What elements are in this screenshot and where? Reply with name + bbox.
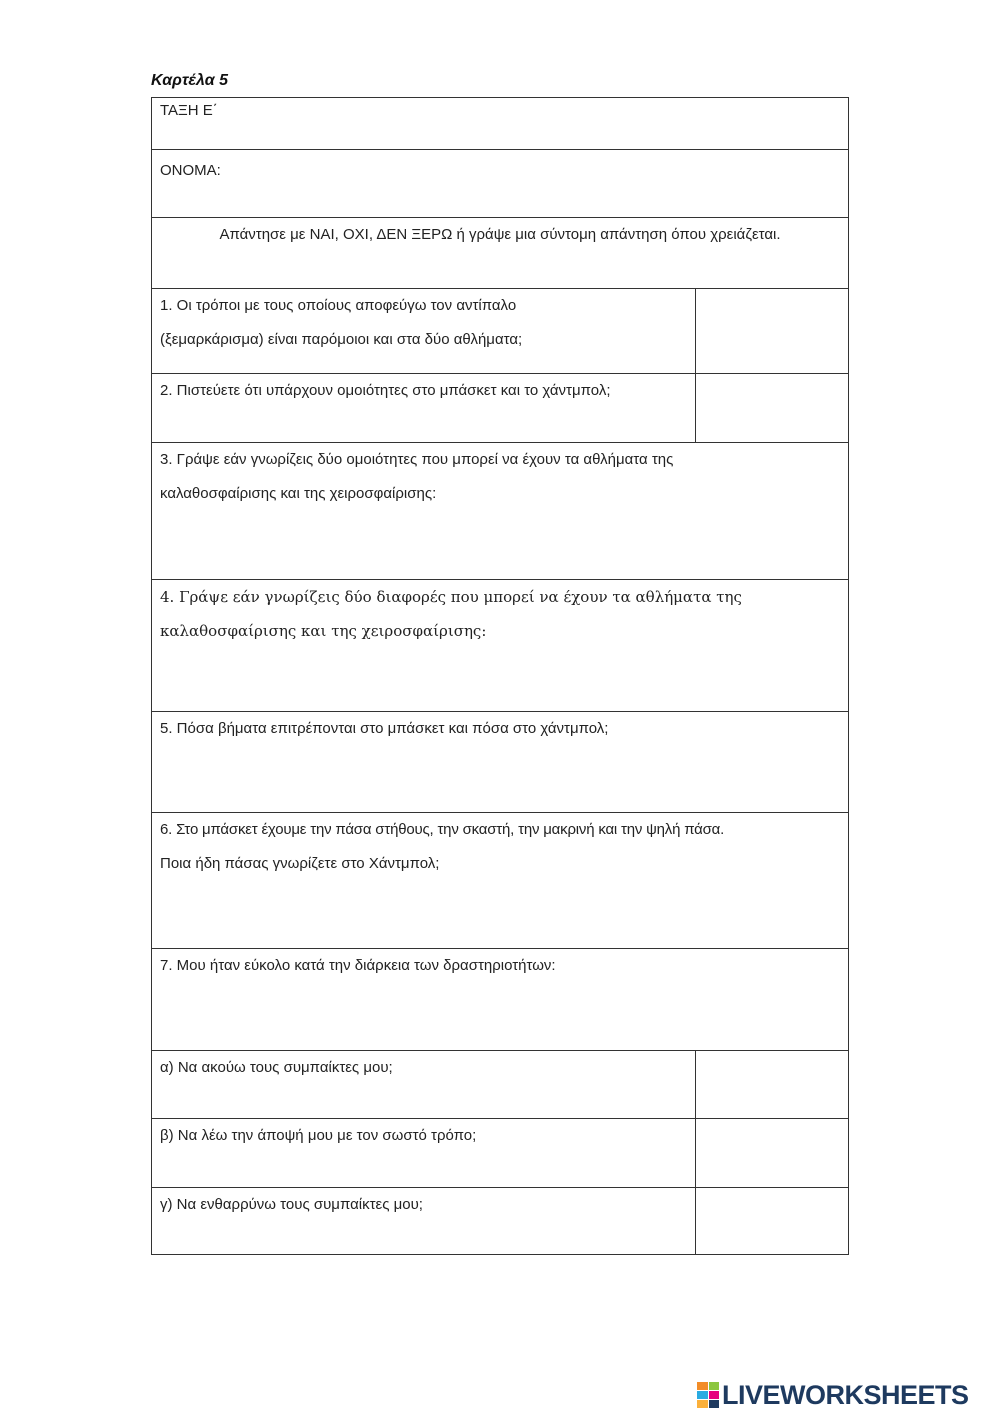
- question-7a-line-1: α) Να ακούω τους συμπαίκτες μου;: [160, 1059, 393, 1076]
- question-row-5: [152, 712, 849, 813]
- question-3-line-1: 3. Γράψε εάν γνωρίζεις δύο ομοιότητες που μπορεί να έχουν τα αθλήματα της: [160, 451, 674, 468]
- question-2: [152, 374, 696, 443]
- question-7c: [152, 1188, 696, 1255]
- logo-tile: [697, 1382, 708, 1390]
- question-7b-line-1: β) Να λέω την άποψή μου με τον σωστό τρόπο;: [160, 1127, 477, 1144]
- logo-tile: [697, 1391, 708, 1399]
- question-7a: [152, 1051, 696, 1119]
- logo-tile: [697, 1400, 708, 1408]
- question-1: [152, 289, 696, 374]
- question-row-1: [152, 289, 849, 374]
- question-7-line-1: 7. Μου ήταν εύκολο κατά την διάρκεια των δραστηριοτήτων:: [160, 957, 556, 974]
- question-row-4: [152, 580, 849, 712]
- question-6-line-2: Ποια ήδη πάσας γνωρίζετε στο Χάντμπολ;: [160, 855, 440, 872]
- instructions-text: Απάντησε με ΝΑΙ, ΟΧΙ, ΔΕΝ ΞΕΡΩ ή γράψε μια σύντομη απάντηση όπου χρειάζεται.: [152, 218, 849, 289]
- question-7b: [152, 1119, 696, 1188]
- question-7[interactable]: [152, 949, 849, 1051]
- answer-box-7b[interactable]: [696, 1119, 849, 1188]
- question-5-line-1: 5. Πόσα βήματα επιτρέπονται στο μπάσκετ και πόσα στο χάντμπολ;: [160, 720, 609, 737]
- answer-box-1[interactable]: [696, 289, 849, 374]
- question-6[interactable]: [152, 813, 849, 949]
- logo-text: LIVEWORKSHEETS: [722, 1379, 969, 1410]
- worksheet-table: [151, 97, 849, 1255]
- question-4-line-2: καλαθοσφαίρισης και της χειροσφαίρισης:: [160, 622, 487, 640]
- answer-box-7c[interactable]: [696, 1188, 849, 1255]
- question-2-line-1: 2. Πιστεύετε ότι υπάρχουν ομοιότητες στο μπάσκετ και το χάντμπολ;: [160, 382, 611, 399]
- page-title: Καρτέλα 5: [151, 72, 228, 89]
- logo-mark-icon: [697, 1382, 719, 1408]
- question-4-line-1: 4. Γράψε εάν γνωρίζεις δύο διαφορές που μπορεί να έχουν τα αθλήματα της: [160, 588, 742, 606]
- question-1-line-2: (ξεμαρκάρισμα) είναι παρόμοιοι και στα δύο αθλήματα;: [160, 331, 523, 348]
- liveworksheets-logo: [697, 1380, 969, 1410]
- question-5[interactable]: [152, 712, 849, 813]
- name-label: ΟΝΟΜΑ:: [152, 150, 849, 218]
- class-label: ΤΑΞΗ Ε΄: [152, 98, 849, 150]
- question-row-7a: [152, 1051, 849, 1119]
- question-row-7b: [152, 1119, 849, 1188]
- class-row: [152, 98, 849, 150]
- question-row-7c: [152, 1188, 849, 1255]
- question-4[interactable]: [152, 580, 849, 712]
- question-6-line-1: 6. Στο μπάσκετ έχουμε την πάσα στήθους, την σκαστή, την μακρινή και την ψηλή πάσα.: [160, 821, 725, 838]
- answer-box-2[interactable]: [696, 374, 849, 443]
- logo-tile: [709, 1391, 720, 1399]
- question-3-line-2: καλαθοσφαίρισης και της χειροσφαίρισης:: [160, 485, 437, 502]
- question-3[interactable]: [152, 443, 849, 580]
- answer-box-7a[interactable]: [696, 1051, 849, 1119]
- instructions-row: [152, 218, 849, 289]
- question-row-7: [152, 949, 849, 1051]
- logo-tile: [709, 1400, 720, 1408]
- question-row-2: [152, 374, 849, 443]
- name-row: [152, 150, 849, 218]
- question-row-6: [152, 813, 849, 949]
- question-7c-line-1: γ) Να ενθαρρύνω τους συμπαίκτες μου;: [160, 1196, 423, 1213]
- question-1-line-1: 1. Οι τρόποι με τους οποίους αποφεύγω τον αντίπαλο: [160, 297, 517, 314]
- question-row-3: [152, 443, 849, 580]
- logo-tile: [709, 1382, 720, 1390]
